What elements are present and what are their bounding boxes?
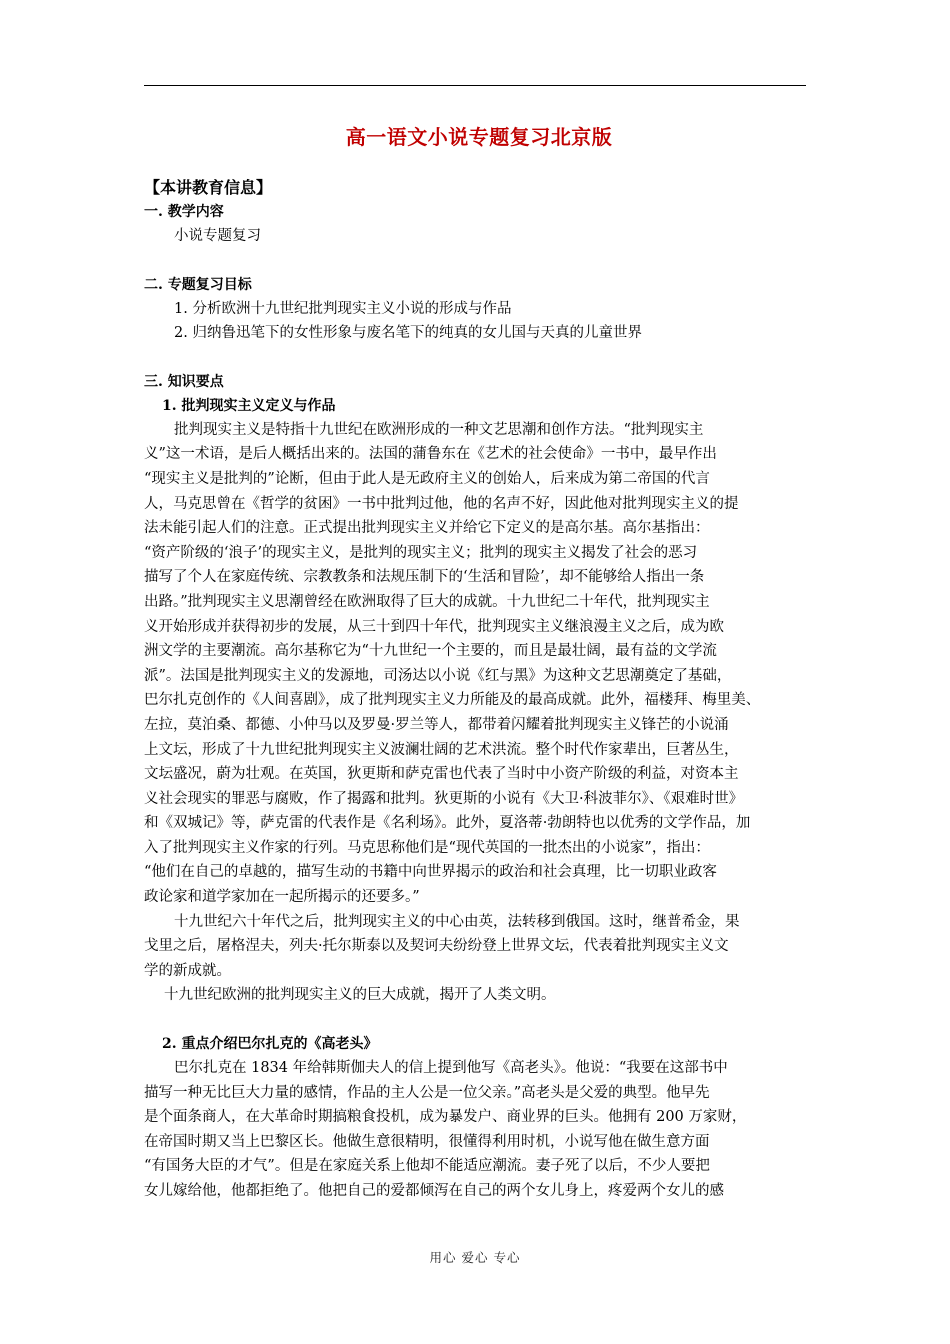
paragraph-line: 义”这一术语，是后人概括出来的。法国的蒲鲁东在《艺术的社会使命》一书中，最早作出 <box>144 446 717 463</box>
page-footer: 用心 爱心 专心 <box>429 1250 521 1265</box>
info-header: 【本讲教育信息】 <box>144 178 273 197</box>
paragraph-line: 在帝国时期又当上巴黎区长。他做生意很精明，很懂得利用时机，小说写他在做生意方面 <box>144 1133 710 1150</box>
paragraph-line: 洲文学的主要潮流。高尔基称它为“十九世纪一个主要的，而且是最壮阔，最有益的文学流 <box>144 643 717 660</box>
document-title: 高一语文小说专题复习北京版 <box>345 125 613 149</box>
paragraph <box>144 910 814 984</box>
objective-item: 1. 分析欧洲十九世纪批判现实主义小说的形成与作品 <box>174 300 512 317</box>
paragraph <box>144 418 814 910</box>
paragraph-line: 学的新成就。 <box>144 962 231 979</box>
paragraph-line: 文坛盛况，蔚为壮观。在英国，狄更斯和萨克雷也代表了当时中小资产阶级的利益，对资本主 <box>144 766 739 783</box>
paragraph-line: 是个面条商人，在大革命时期搞粮食投机，成为暴发户、商业界的巨头。他拥有 200 万家财， <box>144 1109 747 1126</box>
section-3-heading: 三. 知识要点 <box>144 373 224 390</box>
objective-item: 2. 归纳鲁迅笔下的女性形象与废名笔下的纯真的女儿国与天真的儿童世界 <box>174 325 642 342</box>
section-1-heading: 一. 教学内容 <box>144 204 224 220</box>
section-2-heading: 二. 专题复习目标 <box>144 276 252 293</box>
paragraph-line: 巴尔扎克在 1834 年给韩斯伽夫人的信上提到他写《高老头》。他说：“我要在这部书中 <box>174 1060 728 1077</box>
paragraph-line: 女儿嫁给他，他都拒绝了。他把自己的爱都倾泻在自己的两个女儿身上，疼爱两个女儿的感 <box>144 1183 724 1199</box>
subsection-2-heading: 2. 重点介绍巴尔扎克的《高老头》 <box>162 1036 378 1053</box>
paragraph-line: “资产阶级的‘浪子’的现实主义，是批判的现实主义；批判的现实主义揭发了社会的恶习 <box>144 544 698 561</box>
paragraph-line: 和《双城记》等，萨克雷的代表作是《名利场》。此外，夏洛蒂·勃朗特也以优秀的文学作品，加 <box>144 815 751 832</box>
paragraph-line: “现实主义是批判的”论断，但由于此人是无政府主义的创始人，后来成为第二帝国的代言 <box>144 470 710 487</box>
paragraph-line: 巴尔扎克创作的《人间喜剧》，成了批判现实主义力所能及的最高成就。此外，福楼拜、梅里美、 <box>144 692 761 709</box>
paragraph-line: 派”。法国是批判现实主义的发源地，司汤达以小说《红与黑》为这种文艺思潮奠定了基础， <box>144 667 732 684</box>
paragraph-line: 上文坛，形成了十九世纪批判现实主义波澜壮阔的艺术洪流。整个时代作家辈出，巨著丛生， <box>144 741 739 758</box>
paragraph-line: 十九世纪六十年代之后，批判现实主义的中心由英，法转移到俄国。这时，继普希金，果 <box>174 913 740 930</box>
document-body <box>144 118 814 1204</box>
paragraph-line: “有国务大臣的才气”。但是在家庭关系上他却不能适应潮流。妻子死了以后，不少人要把 <box>144 1158 710 1175</box>
paragraph-line: 义社会现实的罪恶与腐败，作了揭露和批判。狄更斯的小说有《大卫·科波菲尔》、《艰难时世》 <box>144 790 744 807</box>
subsection-1-heading: 1. 批判现实主义定义与作品 <box>162 397 336 414</box>
paragraph-line: 批判现实主义是特指十九世纪在欧洲形成的一种文艺思潮和创作方法。“批判现实主 <box>174 421 704 438</box>
paragraph-line: 左拉，莫泊桑、都德、小仲马以及罗曼·罗兰等人，都带着闪耀着批判现实主义锋芒的小说涌 <box>144 716 729 733</box>
paragraph: 十九世纪欧洲的批判现实主义的巨大成就，揭开了人类文明。 <box>164 987 556 1004</box>
paragraph-line: “他们在自己的卓越的，描写生动的书籍中向世界揭示的政治和社会真理，比一切职业政客 <box>144 864 717 881</box>
paragraph-line: 戈里之后，屠格涅夫，列夫·托尔斯泰以及契诃夫纷纷登上世界文坛，代表着批判现实主义文 <box>144 938 729 955</box>
paragraph-line: 义开始形成并获得初步的发展，从三十到四十年代，批判现实主义继浪漫主义之后，成为欧 <box>144 618 724 635</box>
paragraph-line: 入了批判现实主义作家的行列。马克思称他们是“现代英国的一批杰出的小说家”，指出： <box>144 839 710 856</box>
paragraph-line: 法未能引起人们的注意。正式提出批判现实主义并给它下定义的是高尔基。高尔基指出： <box>144 520 710 537</box>
section-1-text: 小说专题复习 <box>174 228 261 244</box>
header-rule <box>144 85 806 86</box>
paragraph-line: 出路。”批判现实主义思潮曾经在欧洲取得了巨大的成就。十九世纪二十年代，批判现实主 <box>144 593 710 610</box>
paragraph-line: 政论家和道学家加在一起所揭示的还要多。” <box>144 889 420 906</box>
paragraph <box>144 1056 814 1204</box>
paragraph-line: 人，马克思曾在《哲学的贫困》一书中批判过他，他的名声不好，因此他对批判现实主义的提 <box>144 495 739 512</box>
paragraph-line: 描写一种无比巨大力量的感情，作品的主人公是一位父亲。”高老头是父爱的典型。他早先 <box>144 1084 710 1101</box>
paragraph-line: 描写了个人在家庭传统、宗教教条和法规压制下的‘生活和冒险’，却不能够给人指出一条 <box>144 569 705 586</box>
